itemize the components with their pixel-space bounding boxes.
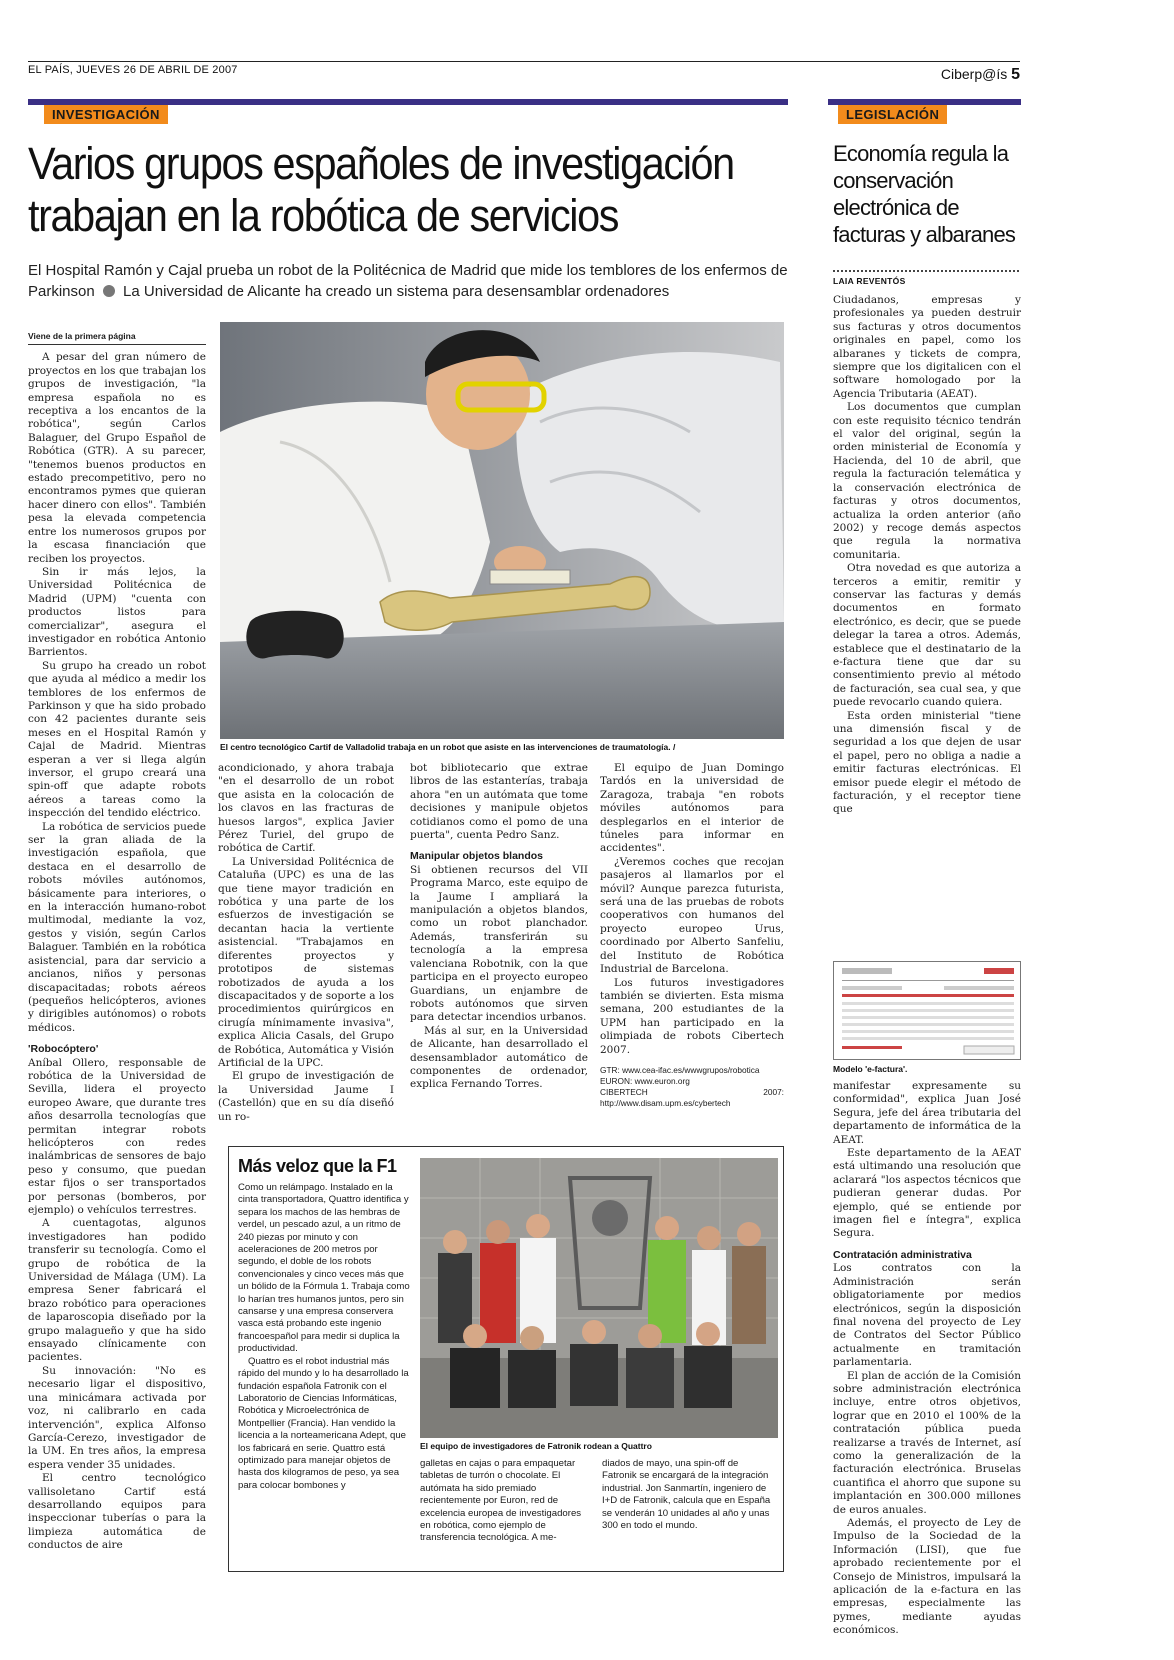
section-name: Ciberp@ís — [940, 66, 1008, 82]
paragraph: A cuentagotas, algunos investigadores han podido transferir su tecnología. Como el grupo de robótica de la Universidad de Málaga (UM). La empresa Sener fabricará el brazo robótico para operaciones de laparoscopia diseñado por la grupo malagueño y que ha sido ensayado clínicamente con pacientes. — [28, 1217, 206, 1364]
paragraph: manifestar expresamente su conformidad", explica Juan José Segura, jefe del área tributaria del departamento de informática de la AEAT. — [833, 1080, 1021, 1146]
main-photo-caption: El centro tecnológico Cartif de Valladolid trabaja en un robot que asiste en las intervenciones de traumatología. / — [220, 742, 676, 752]
efactura-figure — [833, 961, 1021, 1060]
paragraph: El grupo de investigación de la Universidad Jaume I (Castellón) que en su día diseñó un ro- — [218, 1070, 394, 1123]
side-headline: Economía regula la conservación electrónica de facturas y albaranes — [833, 141, 1016, 247]
paragraph: El equipo de Juan Domingo Tardós en la universidad de Zaragoza, trabaja "en robots móviles autónomos para desplegarlos en el interior de túneles para informar en accidentes". — [600, 762, 784, 855]
paragraph: ¿Veremos coches que recojan pasajeros al llamarlos por el móvil? Aunque parezca futurista, será una de las pruebas de robots cooperativos con humanos del proyecto europeo Urus, coordinado por Alberto Sanfeliu, del Instituto de Robótica Industrial de Barcelona. — [600, 855, 784, 976]
reference-link[interactable]: CIBERTECH 2007: http://www.disam.upm.es/cybertech — [600, 1086, 784, 1108]
paragraph: Si obtienen recursos del VII Programa Marco, este equipo de la Jaume I ampliará la manipulación a objetos blandos, como un robot planchador. Además, transferirán su tecnología a la empresa valenciana Robotnik, con la que participa en el proyecto europeo Guardians, un enjambre de robots autónomos que sirven para detectar incendios urbanos. — [410, 863, 588, 1024]
section-folio — [941, 66, 1020, 84]
paragraph: galletas en cajas o para empaquetar tabletas de turrón o chocolate. El autómata ha sido premiado recientemente por Euron, red de excelencia europea de investigadores en robótica, como ejemplo de transferencia tecnológica. A me- — [420, 1458, 582, 1544]
f1-column-3 — [602, 1458, 774, 1532]
headline-line-2: trabajan en la robótica de servicios — [28, 190, 619, 241]
f1-photo — [420, 1158, 778, 1438]
edition-dateline: EL PAÍS, JUEVES 26 DE ABRIL DE 2007 — [28, 64, 238, 76]
paragraph: Aníbal Ollero, responsable de robótica de la Universidad de Sevilla, lidera el proyecto europeo Aware, que durante tres años desarrolla tecnologías que permitan integrar robots helicópteros con redes inalámbricas de sensores de bajo peso y consumo, que puedan estar fijos o ser transportados por personas (bomberos, por ejemplo) o vehículos terrestres. — [28, 1056, 206, 1216]
main-section-tag: INVESTIGACIÓN — [44, 105, 168, 124]
paragraph: Los contratos con la Administración serán obligatoriamente por medios electrónicos, según la disposición final novena del proyecto de Ley de Contratos del Sector Público actualmente en tramitación parlamentaria. — [833, 1262, 1021, 1369]
paragraph: Su grupo ha creado un robot que ayuda al médico a medir los temblores de los enfermos de Parkinson y que ha sido probado con 42 pacientes durante seis meses en el Hospital Ramón y Cajal de Madrid. Mientras esperan a ver si llega algún inversor, el grupo creará una spin-off que adapte robots aéreos a tareas como la inspección del tendido eléctrico. — [28, 659, 206, 820]
paragraph: Además, el proyecto de Ley de Impulso de la Sociedad de la Información (LISI), que fue aprobado recientemente por el Consejo de Ministros, impulsará la aplicación de la e-factura en las empresas, especialmente las pymes, mediante ayudas económicos. — [833, 1517, 1021, 1637]
paragraph: Otra novedad es que autoriza a terceros a emitir, remitir y conservar las facturas y demás documentos en formato electrónico, es decir, que se puede delegar la tarea a otros. Además, establece que el destinatario de la e-factura tiene que dar su consentimiento previo al método de facturación, sea cual sea, y que puede revocarlo cuando quiera. — [833, 562, 1021, 709]
page-number: 5 — [1011, 66, 1020, 83]
subhead-part-2: La Universidad de Alicante ha creado un sistema para desensamblar ordenadores — [123, 283, 670, 300]
paragraph: El plan de acción de la Comisión sobre administración electrónica incluye, entre otros objetivos, lograr que en 2010 el 100% de la contratación pública pueda realizarse a través de Internet, así como la generalización de la facturación electrónica. Bruselas cuantifica el ahorro que supone su implantación en 300.000 millones de euros anuales. — [833, 1369, 1021, 1516]
reference-links — [600, 1065, 784, 1109]
paragraph: A pesar del gran número de proyectos en los que trabajan los grupos de investigación, "la empresa española no es receptiva a los encantos de la robótica", según Carlos Balaguer, del Grupo Español de Robótica (GTR). A su parecer, "tenemos buenos productos en estado precompetitivo, pero no encontramos pymes que quieran hacer dinero con ellos". También pesa la elevada competencia entre los numerosos grupos por la escasa financiación que reciben los proyectos. — [28, 351, 206, 565]
side-byline: LAIA REVENTÓS — [833, 276, 906, 286]
reference-link[interactable]: EURON: www.euron.org — [600, 1075, 690, 1086]
subhead-part-1: El Hospital Ramón y Cajal prueba un robot de la Politécnica de Madrid que mide los temblores de los enfermos de Parkinson — [28, 262, 788, 300]
f1-column-1 — [238, 1182, 410, 1492]
f1-column-2 — [420, 1458, 586, 1545]
paragraph: Los futuros investigadores también se divierten. Esta misma semana, 200 estudiantes de la UPM han participado en la olimpiada de robots Cibertech 2007. — [600, 976, 784, 1056]
main-photo — [220, 322, 784, 739]
subheading-contratacion: Contratación administrativa — [833, 1248, 972, 1261]
paragraph: Sin ir más lejos, la Universidad Politécnica de Madrid (UPM) "cuenta con productos listos para comercializar", asegura el investigador en robótica Antonio Barrientos. — [28, 565, 206, 659]
side-column-top — [833, 294, 1021, 817]
paragraph: bot bibliotecario que extrae libros de las estanterías, trabaja ahora "en un autómata que tome decisiones y manipule objetos cotidianos como el pomo de una puerta", cuenta Pedro Sanz. — [410, 762, 588, 842]
paragraph: Su innovación: "No es necesario ligar el dispositivo, una minicámara activada por voz, ni calibrarlo en cada intervención", explica Alfonso García-Cerezo, investigador de la UM. En tres años, la empresa espera vender 35 unidades. — [28, 1364, 206, 1471]
main-headline — [28, 138, 736, 242]
article-column-3 — [410, 762, 588, 1092]
paragraph: El centro tecnológico vallisoletano Cartif está desarrollando equipos para inspeccionar tuberías o para la limpieza automática de conductos de aire — [28, 1472, 206, 1552]
side-section-tag: LEGISLACIÓN — [838, 105, 947, 124]
main-subhead — [28, 260, 798, 302]
paragraph: Más al sur, en la Universidad de Alicante, han desarrollado el desensamblador automático de componentes de ordenador, explica Fernando Torres. — [410, 1024, 588, 1091]
header-rule — [28, 61, 1020, 62]
article-column-1 — [28, 330, 206, 1553]
article-column-2 — [218, 762, 394, 1124]
article-column-4 — [600, 762, 784, 1109]
paragraph: Como un relámpago. Instalado en la cinta transportadora, Quattro identifica y separa los machos de las hembras de verdel, un pescado azul, a un ritmo de 240 piezas por minuto y con aceleraciones de 200 metros por segundo, el doble de los robots convencionales y cinco veces más que un bólido de la Fórmula 1. Trabaja como lo harían tres humanos juntos, pero sin cansarse y una empresa conservera vasca está probando este ingenio francoespañol para medir si duplica la productividad. — [238, 1182, 410, 1355]
photo-researcher-robot — [220, 322, 784, 739]
paragraph: Los documentos que cumplan con este requisito técnico tendrán el valor del original, según la orden ministerial de Economía y Hacienda, del 10 de abril, que regula la facturación telemática y la conservación electrónica de facturas y otros documentos, actualiza la orden anterior (año 2002) y recoge demás aspectos que regula la normativa comunitaria. — [833, 401, 1021, 561]
headline-line-1: Varios grupos españoles de investigación — [28, 138, 734, 189]
paragraph: La Universidad Politécnica de Cataluña (UPC) es una de las que tiene mayor tradición en robótica y una parte de los esfuerzos de investigación se decantan hacia la vertiente asistencial. "Trabajamos en diferentes proyectos y prototipos de sistemas robotizados de ayuda a los discapacitados y de soporte a los procedimientos quirúrgicos en cirugía mínimamente invasiva", explica Alicia Casals, del Grupo de Robótica, Automática y Visión Artificial de la UPC. — [218, 855, 394, 1069]
side-dotted-rule — [833, 270, 1019, 272]
invoice-thumbnail — [834, 962, 1021, 1060]
bullet-dot-icon — [103, 285, 115, 297]
paragraph: Ciudadanos, empresas y profesionales ya pueden destruir sus facturas y otros documentos originales en papel, como los albaranes y tickets de compra, siempre que los digitalicen con el software homologado por la Agencia Tributaria (AEAT). — [833, 294, 1021, 400]
subheading-robocoptero: 'Robocóptero' — [28, 1043, 99, 1056]
subheading-manipular: Manipular objetos blandos — [410, 850, 544, 863]
paragraph: Quattro es el robot industrial más rápido del mundo y lo ha desarrollado la fundación española Fatronik con el Laboratorio de Ciencias Informáticas, Robótica y Microelectrónica de Montpellier (Francia). Han vendido la licencia a la norteamericana Adept, que los fabricará en serie. Quattro está optimizado para manejar objetos de hasta dos kilogramos de peso, ya sea para colocar bombones y — [238, 1355, 409, 1491]
reference-link[interactable]: GTR: www.cea-ifac.es/wwwgrupos/robotica — [600, 1064, 760, 1075]
efactura-caption: Modelo 'e-factura'. — [833, 1064, 908, 1074]
paragraph: Este departamento de la AEAT está ultimando una resolución que aclarará "los aspectos técnicos que pudieran generar dudas. Por ejemplo, qué se entiende por imagen fiel e íntegra", explica Segura. — [833, 1147, 1021, 1240]
paragraph: La robótica de servicios puede ser la gran aliada de la investigación española, que destaca en el desarrollo de robots móviles autónomos, básicamente para interiores, o en la interacción humano-robot multimodal, mediante la voz, gestos y visión, según Carlos Balaguer. También en la robótica asistencial, para dar servicio a ancianos, niños y personas discapacitadas; robots aéreos (pequeños helicópteros, aviones y dirigibles autónomos) o robots médicos. — [28, 820, 206, 1034]
side-column-bottom — [833, 1080, 1021, 1638]
paragraph: Esta orden ministerial "tiene una dimensión fiscal y de seguridad a los que dejen de usar el papel, pero no obliga a nadie a emitir facturas electrónicas. El emisor puede elegir el método de facturación, y el receptor tiene que — [833, 709, 1021, 816]
continued-kicker: Viene de la primera página — [28, 330, 206, 345]
paragraph: acondicionado, y ahora trabaja "en el desarrollo de un robot que asista en la colocación de los clavos en las fracturas de huesos largos", explica Javier Pérez Turiel, del grupo de robótica de Cartif. — [218, 762, 394, 855]
f1-box-title: Más veloz que la F1 — [238, 1156, 397, 1176]
photo-fatronik-team — [420, 1158, 778, 1438]
f1-photo-caption: El equipo de investigadores de Fatronik rodean a Quattro — [420, 1441, 652, 1451]
paragraph: diados de mayo, una spin-off de Fatronik se encargará de la integración industrial. Jon Sanmartín, ingeniero de I+D de Fatronik, calcula que en España se venderán 10 unidades al año y unas 300 en todo el mundo. — [602, 1458, 771, 1532]
